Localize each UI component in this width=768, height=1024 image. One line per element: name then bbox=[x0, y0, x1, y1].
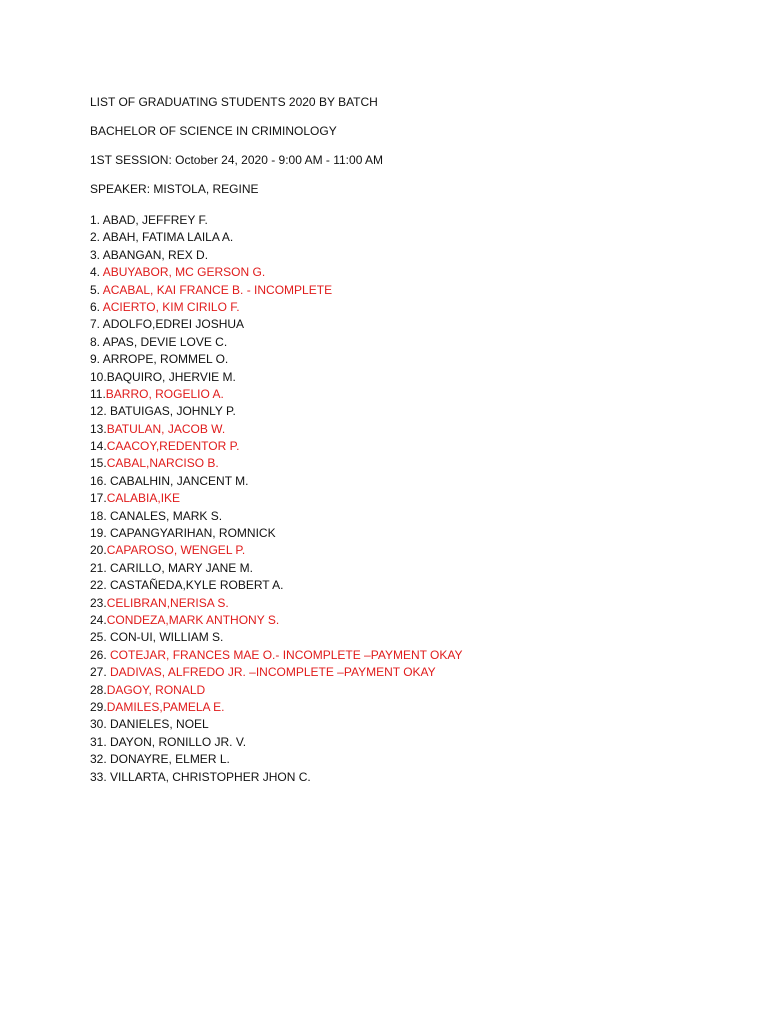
student-number: 1. bbox=[90, 213, 103, 227]
student-number: 3. bbox=[90, 247, 103, 262]
student-number: 25. bbox=[90, 630, 111, 645]
student-number: 21. bbox=[90, 560, 111, 575]
student-number: 7. bbox=[90, 317, 103, 332]
student-list-item bbox=[90, 716, 730, 733]
student-name: APAS, DEVIE LOVE C. bbox=[102, 334, 228, 349]
student-number: 8. bbox=[90, 334, 103, 349]
student-list-item bbox=[90, 508, 730, 525]
student-name: DADIVAS, ALFREDO JR. –INCOMPLETE –PAYMENT OKAY bbox=[110, 665, 436, 680]
student-name: CAPANGYARIHAN, ROMNICK bbox=[110, 526, 276, 541]
student-name: ACABAL, KAI FRANCE B. - INCOMPLETE bbox=[102, 282, 333, 297]
student-name: BATULAN, JACOB W. bbox=[106, 421, 226, 436]
student-list-item bbox=[90, 577, 730, 594]
student-list-item bbox=[90, 734, 730, 751]
student-name: CELIBRAN,NERISA S. bbox=[106, 595, 229, 610]
student-name: VILLARTA, CHRISTOPHER JHON C. bbox=[110, 769, 311, 784]
student-name: CONDEZA,MARK ANTHONY S. bbox=[106, 612, 280, 627]
student-list-item bbox=[90, 438, 730, 455]
student-name: DAYON, RONILLO JR. V. bbox=[110, 734, 247, 749]
student-name: ABUYABOR, MC GERSON G. bbox=[102, 265, 266, 280]
student-list-item bbox=[90, 351, 730, 368]
student-name: DAMILES,PAMELA E. bbox=[106, 699, 225, 714]
student-list-item bbox=[90, 455, 730, 472]
student-number: 29. bbox=[90, 699, 107, 714]
student-list-item bbox=[90, 369, 730, 386]
student-number: 33. bbox=[90, 769, 111, 784]
student-list-item bbox=[90, 629, 730, 646]
student-name: ABAH, FATIMA LAILA A. bbox=[102, 230, 234, 245]
student-number: 13. bbox=[90, 421, 107, 436]
student-name: CAPAROSO, WENGEL P. bbox=[106, 543, 246, 558]
student-name: COTEJAR, FRANCES MAE O.- INCOMPLETE –PAYMENT OKAY bbox=[110, 647, 463, 662]
student-number: 14. bbox=[90, 439, 107, 454]
student-list-item bbox=[90, 542, 730, 559]
student-number: 28. bbox=[90, 682, 107, 697]
student-name: CABAL,NARCISO B. bbox=[106, 456, 219, 471]
student-list-item bbox=[90, 264, 730, 281]
session-heading: 1ST SESSION: October 24, 2020 - 9:00 AM - 11:00 AM bbox=[90, 153, 384, 167]
student-list-item bbox=[90, 334, 730, 351]
student-number: 11. bbox=[90, 386, 106, 401]
student-number: 26. bbox=[90, 647, 111, 662]
student-name: CALABIA,IKE bbox=[106, 491, 181, 506]
student-number: 9. bbox=[90, 352, 103, 367]
student-number: 20. bbox=[90, 543, 107, 558]
student-number: 18. bbox=[90, 508, 111, 523]
student-list-item bbox=[90, 612, 730, 629]
document-content bbox=[90, 95, 730, 786]
student-list-item bbox=[90, 490, 730, 507]
student-list bbox=[90, 212, 730, 786]
student-number: 4. bbox=[90, 265, 103, 280]
student-number: 17. bbox=[90, 491, 107, 506]
student-number: 22. bbox=[90, 578, 111, 593]
student-list-item bbox=[90, 560, 730, 577]
student-number: 19. bbox=[90, 526, 111, 541]
student-list-item bbox=[90, 403, 730, 420]
student-list-item bbox=[90, 299, 730, 316]
student-name: CAACOY,REDENTOR P. bbox=[106, 439, 240, 454]
student-number: 24. bbox=[90, 612, 107, 627]
student-number: 12. bbox=[90, 404, 111, 419]
student-name: BATUIGAS, JOHNLY P. bbox=[110, 404, 236, 419]
student-name: ADOLFO,EDREI JOSHUA bbox=[102, 317, 245, 332]
student-list-item bbox=[90, 682, 730, 699]
student-list-item bbox=[90, 229, 730, 246]
student-name: CABALHIN, JANCENT M. bbox=[110, 473, 249, 488]
student-number: 27. bbox=[90, 665, 111, 680]
student-name: CARILLO, MARY JANE M. bbox=[110, 560, 253, 575]
student-list-item bbox=[90, 595, 730, 612]
student-number: 32. bbox=[90, 752, 111, 767]
student-list-item bbox=[90, 664, 730, 681]
student-number: 16. bbox=[90, 473, 111, 488]
student-number: 15. bbox=[90, 456, 107, 471]
student-list-item bbox=[90, 751, 730, 768]
student-number: 23. bbox=[90, 595, 107, 610]
student-number: 6. bbox=[90, 299, 103, 314]
program-heading: BACHELOR OF SCIENCE IN CRIMINOLOGY bbox=[90, 124, 337, 138]
student-list-item bbox=[90, 525, 730, 542]
student-name: BARRO, ROGELIO A. bbox=[105, 386, 224, 401]
student-list-item bbox=[90, 386, 730, 403]
student-name: CANALES, MARK S. bbox=[110, 508, 223, 523]
student-name: ARROPE, ROMMEL O. bbox=[102, 352, 229, 367]
student-list-item bbox=[90, 212, 730, 229]
student-name: ACIERTO, KIM CIRILO F. bbox=[102, 299, 240, 314]
student-list-item bbox=[90, 769, 730, 786]
student-name: BAQUIRO, JHERVIE M. bbox=[106, 369, 236, 384]
student-name: DANIELES, NOEL bbox=[110, 717, 209, 732]
student-number: 2. bbox=[90, 230, 103, 245]
student-name: CASTAÑEDA,KYLE ROBERT A. bbox=[110, 578, 284, 593]
student-list-item bbox=[90, 316, 730, 333]
student-list-item bbox=[90, 647, 730, 664]
student-list-item bbox=[90, 421, 730, 438]
student-number: 10. bbox=[90, 369, 107, 384]
student-list-item bbox=[90, 473, 730, 490]
student-name: ABANGAN, REX D. bbox=[102, 247, 209, 262]
student-number: 5. bbox=[90, 282, 103, 297]
student-name: ABAD, JEFFREY F. bbox=[102, 213, 208, 227]
student-name: DONAYRE, ELMER L. bbox=[110, 752, 230, 767]
student-name: DAGOY, RONALD bbox=[106, 682, 206, 697]
speaker-heading: SPEAKER: MISTOLA, REGINE bbox=[90, 182, 259, 196]
student-number: 30. bbox=[90, 717, 111, 732]
student-list-item bbox=[90, 247, 730, 264]
student-name: CON-UI, WILLIAM S. bbox=[110, 630, 224, 645]
student-list-item bbox=[90, 699, 730, 716]
student-list-item bbox=[90, 282, 730, 299]
student-number: 31. bbox=[90, 734, 111, 749]
document-title: LIST OF GRADUATING STUDENTS 2020 BY BATCH bbox=[90, 95, 378, 109]
